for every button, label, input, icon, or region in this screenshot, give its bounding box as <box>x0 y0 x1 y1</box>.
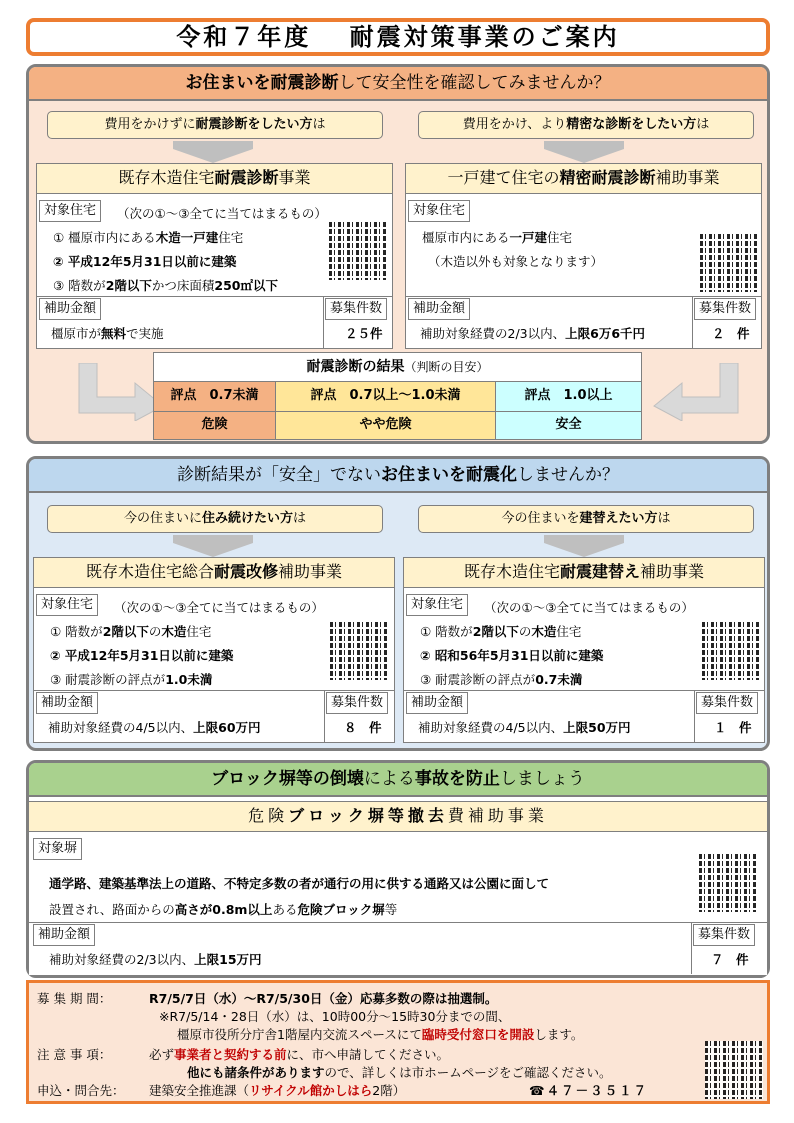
program-title: 既存木造住宅耐震建替え補助事業 <box>404 558 764 588</box>
count-label: 募集件数 <box>325 298 387 320</box>
section-header: お住まいを耐震診断して安全性を確認してみませんか？ <box>29 67 767 101</box>
condition-1: ① 階数が2階以下の木造住宅 <box>50 624 212 639</box>
count-label: 募集件数 <box>696 692 758 714</box>
result-title: 耐震診断の結果（判断の目安） <box>306 359 489 375</box>
target-label: 対象住宅 <box>36 594 98 616</box>
period-value: R7/5/7日（水）～R7/5/30日（金）応募多数の際は抽選制。 <box>149 991 498 1006</box>
period-note-2: 橿原市役所分庁舎1階屋内交流スペースにて臨時受付窓口を開設します。 <box>177 1027 584 1042</box>
condition-3: ③ 耐震診断の評点が0.7未満 <box>420 672 583 687</box>
diagnosis-result-table <box>153 352 642 440</box>
note-value: 必ず事業者と契約する前に、市へ申請してください。 <box>149 1047 450 1062</box>
amount-label: 補助金額 <box>33 924 95 946</box>
info-box <box>26 980 770 1104</box>
amount-value: 橿原市が無料で実施 <box>51 326 164 341</box>
program-retrofit <box>33 557 395 743</box>
program-title: 既存木造住宅総合耐震改修補助事業 <box>34 558 394 588</box>
qr-code-icon[interactable] <box>702 622 760 680</box>
period-label: 募 集 期 間： <box>37 991 112 1006</box>
arrow-down-icon <box>544 535 624 557</box>
condition-1: ① 橿原市内にある木造一戸建住宅 <box>53 230 244 245</box>
condition-3: ③ 耐震診断の評点が1.0未満 <box>50 672 213 687</box>
section-block-wall <box>26 760 770 978</box>
arrow-left-icon <box>652 363 742 421</box>
contact-value: 建築安全推進課（リサイクル館かしはら2階） <box>149 1083 406 1098</box>
qr-code-icon[interactable] <box>330 622 388 680</box>
section-seismic-retrofit <box>26 456 770 751</box>
note-label: 注 意 事 項： <box>37 1047 112 1062</box>
count-label: 募集件数 <box>326 692 388 714</box>
count-label: 募集件数 <box>694 298 756 320</box>
target-label: 対象住宅 <box>406 594 468 616</box>
condition-2: ② 平成12年5月31日以前に建築 <box>53 254 237 269</box>
program-block-wall-removal <box>29 801 767 975</box>
amount-label: 補助金額 <box>36 692 98 714</box>
condition-2: ② 昭和56年5月31日以前に建築 <box>420 648 604 663</box>
program-title: 既存木造住宅耐震診断事業 <box>37 164 392 194</box>
judge-some-danger: やや危険 <box>276 411 496 439</box>
amount-value: 補助対象経費の4/5以内、上限50万円 <box>418 720 631 735</box>
pill-free-diagnosis: 費用をかけずに耐震診断をしたい方は <box>47 111 383 139</box>
count-value: １ 件 <box>714 720 752 735</box>
score-low: 評点 0.7未満 <box>154 381 276 411</box>
target-label: 対象住宅 <box>39 200 101 222</box>
count-value: ２ 件 <box>712 326 750 341</box>
arrow-down-icon <box>544 141 624 163</box>
target-label: 対象塀 <box>33 838 82 860</box>
pill-keep-living: 今の住まいに住み続けたい方は <box>47 505 383 533</box>
period-note: ※R7/5/14・28日（水）は、10時00分～15時30分までの間、 <box>159 1009 511 1024</box>
amount-value: 補助対象経費の4/5以内、上限60万円 <box>48 720 261 735</box>
qr-code-icon[interactable] <box>699 854 757 912</box>
pill-rebuild: 今の住まいを建替えたい方は <box>418 505 754 533</box>
arrow-right-icon <box>75 363 165 421</box>
count-value: ８ 件 <box>344 720 382 735</box>
program-rebuild <box>403 557 765 743</box>
count-value: ２５件 <box>345 326 383 341</box>
qr-code-icon[interactable] <box>329 222 387 280</box>
note-value-2: 他にも諸条件がありますので、詳しくは市ホームページをご確認ください。 <box>187 1065 612 1080</box>
judge-danger: 危険 <box>154 411 276 439</box>
program-title: 一戸建て住宅の精密耐震診断補助事業 <box>406 164 761 194</box>
condition-note: （次の①～③全てに当てはまるもの） <box>117 206 327 221</box>
page-title: 令和７年度 耐震対策事業のご案内 <box>26 18 770 56</box>
condition-1: 橿原市内にある一戸建住宅 <box>422 230 573 245</box>
target-description: 通学路、建築基準法上の道路、不特定多数の者が通行の用に供する通路又は公園に面して <box>49 876 550 891</box>
judge-safe: 安全 <box>496 411 641 439</box>
condition-1: ① 階数が2階以下の木造住宅 <box>420 624 582 639</box>
program-precise-diagnosis <box>405 163 762 349</box>
score-mid: 評点 0.7以上～1.0未満 <box>276 381 496 411</box>
qr-code-icon[interactable] <box>700 234 758 292</box>
program-title: 危険ブロック塀等撤去費補助事業 <box>29 802 767 832</box>
arrow-down-icon <box>173 535 253 557</box>
condition-note: （次の①～③全てに当てはまるもの） <box>114 600 324 615</box>
count-value: ７ 件 <box>711 952 749 967</box>
program-free-diagnosis <box>36 163 393 349</box>
condition-2: （木造以外も対象となります） <box>428 254 604 269</box>
qr-code-icon[interactable] <box>705 1041 763 1099</box>
count-label: 募集件数 <box>693 924 755 946</box>
amount-value: 補助対象経費の2/3以内、上限15万円 <box>49 952 262 967</box>
section-header: ブロック塀等の倒壊による事故を防止しましょう <box>29 763 767 797</box>
amount-label: 補助金額 <box>39 298 101 320</box>
target-label: 対象住宅 <box>408 200 470 222</box>
score-high: 評点 1.0以上 <box>496 381 641 411</box>
target-description-2: 設置され、路面からの高さが0.8m以上ある危険ブロック塀等 <box>49 902 398 917</box>
contact-label: 申込・問合先： <box>37 1083 125 1098</box>
condition-note: （次の①～③全てに当てはまるもの） <box>484 600 694 615</box>
amount-value: 補助対象経費の2/3以内、上限6万6千円 <box>420 326 646 341</box>
arrow-down-icon <box>173 141 253 163</box>
section-header: 診断結果が「安全」でないお住まいを耐震化しませんか？ <box>29 459 767 493</box>
condition-2: ② 平成12年5月31日以前に建築 <box>50 648 234 663</box>
contact-phone[interactable]: ☎４７－３５１７ <box>529 1083 649 1098</box>
amount-label: 補助金額 <box>406 692 468 714</box>
pill-precise-diagnosis: 費用をかけ、より精密な診断をしたい方は <box>418 111 754 139</box>
condition-3: ③ 階数が2階以下かつ床面積250㎡以下 <box>53 278 278 293</box>
amount-label: 補助金額 <box>408 298 470 320</box>
